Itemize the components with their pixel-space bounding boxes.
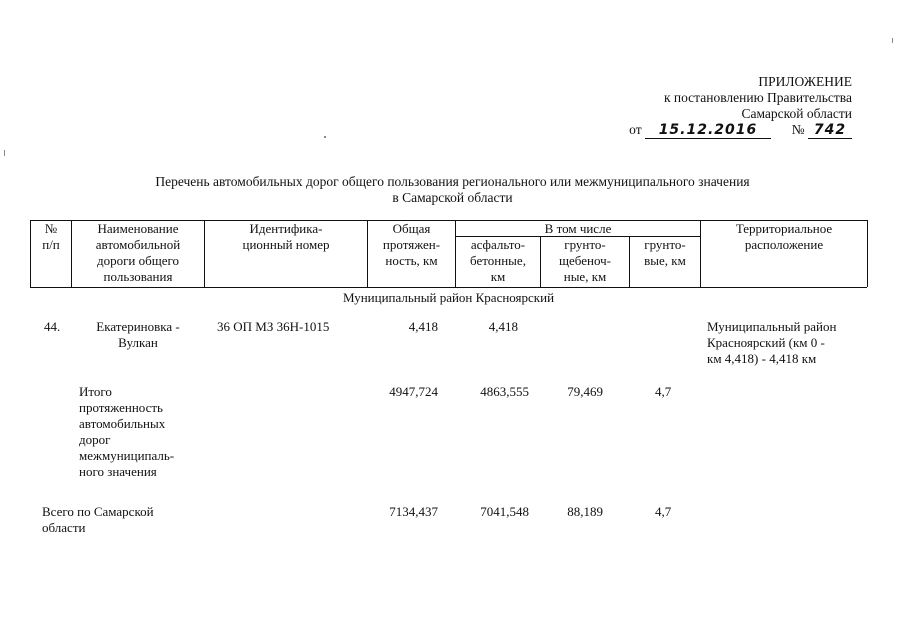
subtotal-dirt: 4,7 — [655, 384, 672, 399]
header-dirt: грунто- вые, км — [644, 237, 686, 268]
subtotal-asphalt: 4863,555 — [480, 384, 529, 399]
handwritten-number: 742 — [813, 122, 847, 138]
document-title — [90, 174, 815, 206]
header-including: В том числе — [544, 221, 612, 236]
scan-speck — [4, 150, 5, 156]
header-asphalt: асфальто- бетонные, км — [470, 237, 526, 284]
date-prefix: от — [629, 122, 642, 137]
handwritten-date: 15.12.2016 — [658, 122, 758, 138]
header-num: № п/п — [42, 221, 60, 252]
row-territory: Муниципальный район Красноярский (км 0 - км 4,418) - 4,418 км — [707, 319, 837, 366]
annex-line-3: Самарской области — [741, 106, 852, 121]
subtotal-total: 4947,724 — [389, 384, 438, 399]
annex-title: ПРИЛОЖЕНИЕ — [758, 74, 852, 89]
subtotal-gravel: 79,469 — [567, 384, 603, 399]
date-field — [645, 122, 771, 139]
grand-total-dirt: 4,7 — [655, 504, 672, 519]
section-heading: Муниципальный район Красноярский — [342, 290, 555, 305]
row-id: 36 ОП МЗ 36Н-1015 — [217, 319, 330, 334]
row-total: 4,418 — [408, 319, 438, 334]
row-asphalt: 4,418 — [488, 319, 518, 334]
header-territory: Территориальное расположение — [735, 221, 833, 252]
document-title-line-1: Перечень автомобильных дорог общего пользования регионального или межмуниципального значения — [155, 174, 750, 189]
grand-total-asphalt: 7041,548 — [480, 504, 529, 519]
subtotal-label: Итого протяженность автомобильных дорог межмуниципаль- ного значения — [79, 384, 175, 479]
row-num: 44. — [44, 319, 61, 334]
annex-line-2: к постановлению Правительства — [663, 90, 852, 105]
grand-total-label: Всего по Самарской области — [42, 504, 154, 535]
annex-block — [540, 74, 852, 139]
grand-total-total: 7134,437 — [389, 504, 438, 519]
scan-speck — [892, 38, 893, 43]
number-prefix: № — [791, 122, 805, 137]
grand-total-gravel: 88,189 — [567, 504, 603, 519]
annex-date-line — [540, 122, 852, 139]
header-total-length: Общая протяжен- ность, км — [382, 221, 441, 268]
number-field — [808, 122, 852, 139]
header-bottom-border — [30, 287, 867, 288]
header-gravel: грунто- щебеноч- ные, км — [559, 237, 611, 284]
row-name: Екатериновка - Вулкан — [96, 319, 180, 350]
header-id: Идентифика- ционный номер — [242, 221, 330, 252]
document-title-line-2: в Самарской области — [392, 190, 513, 205]
header-name: Наименование автомобильной дороги общего пользования — [95, 221, 181, 284]
scan-speck — [324, 136, 326, 138]
